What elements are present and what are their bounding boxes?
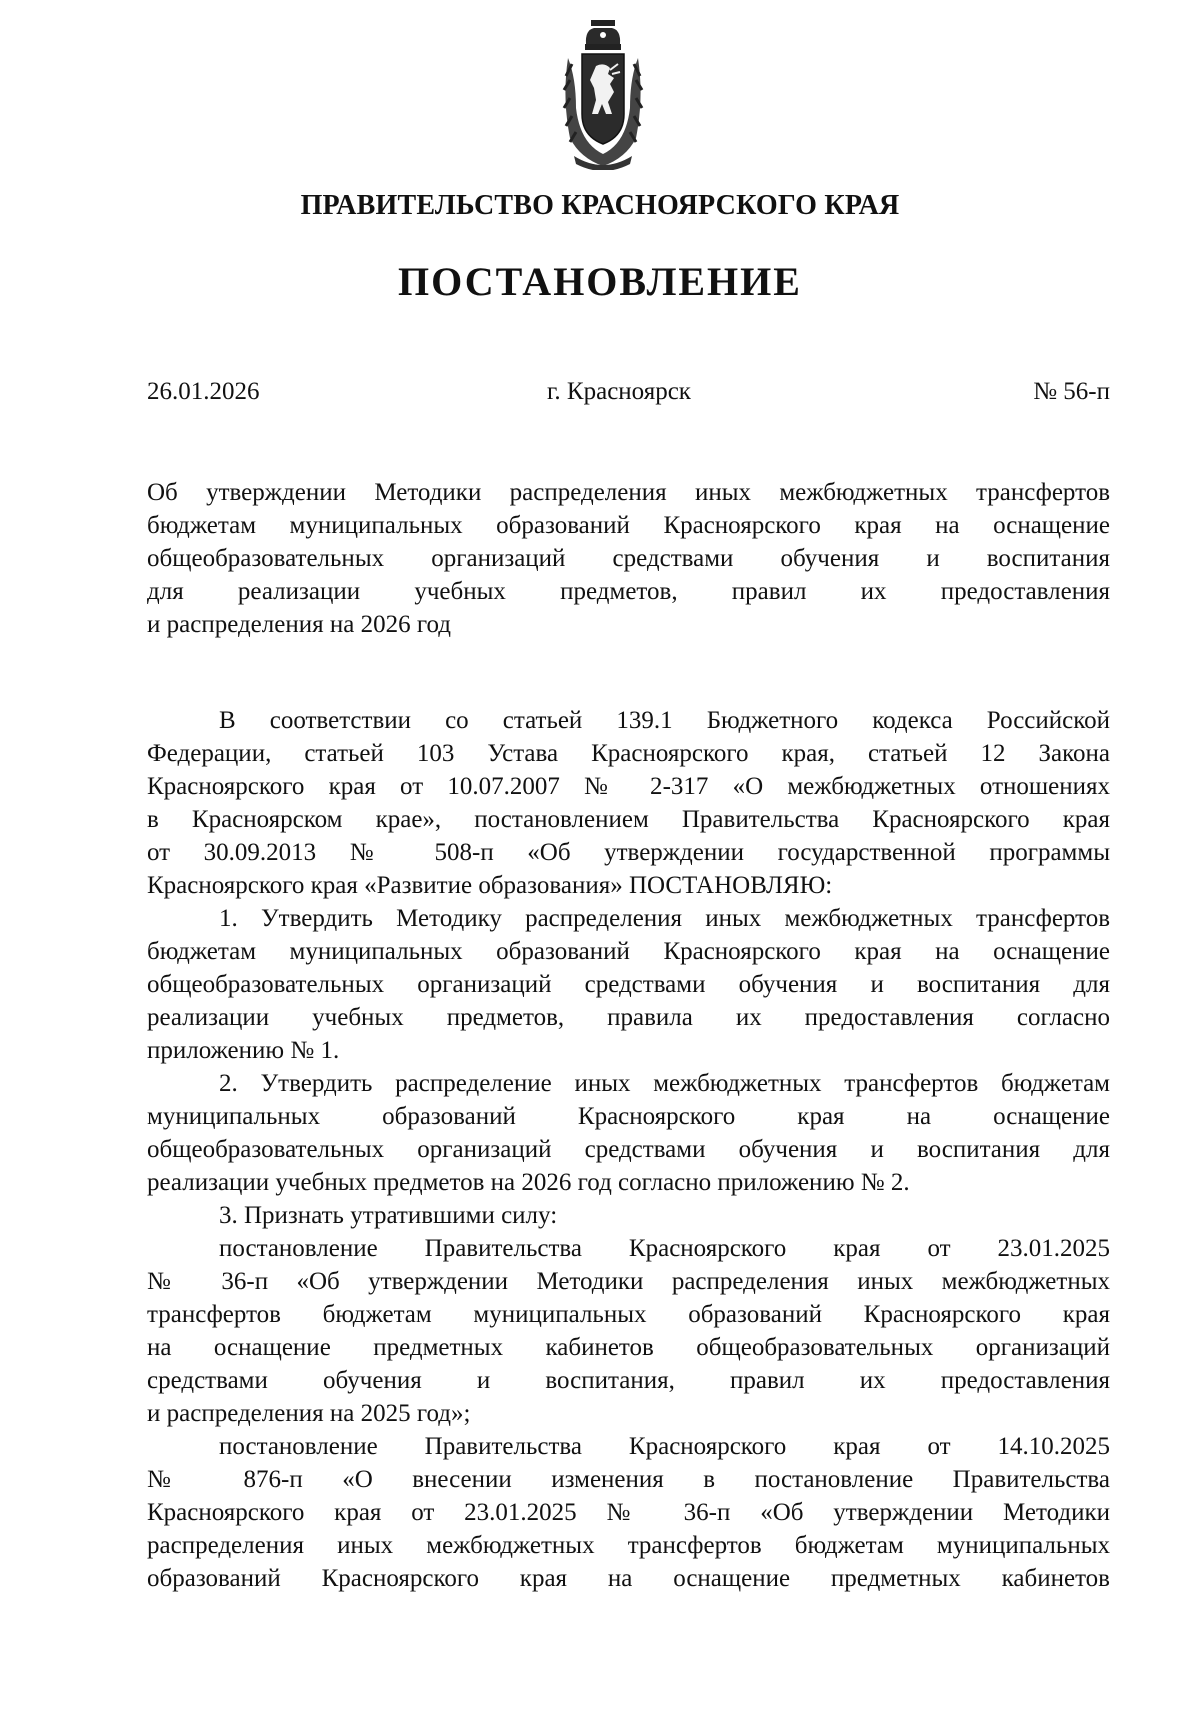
item-3-sub-1-line: постановление Правительства Красноярского края от 23.01.2025 xyxy=(219,1235,1110,1262)
item-1-line: бюджетам муниципальных образований Красноярского края на оснащение xyxy=(147,938,1110,965)
item-3-sub-1-line: средствами обучения и воспитания, правил их предоставления xyxy=(147,1367,1110,1394)
item-1-line: реализации учебных предметов, правила их предоставления согласно xyxy=(147,1004,1110,1031)
preamble-line: Красноярского края «Развитие образования» ПОСТАНОВЛЯЮ: xyxy=(147,872,833,899)
subject-line: общеобразовательных организаций средствами обучения и воспитания xyxy=(147,545,1110,572)
item-3-sub-1-line: № 36-п «Об утверждении Методики распределения иных межбюджетных xyxy=(147,1268,1110,1295)
subject-line: для реализации учебных предметов, правил их предоставления xyxy=(147,578,1110,605)
item-2-line: общеобразовательных организаций средствами обучения и воспитания для xyxy=(147,1136,1110,1163)
preamble-line: В соответствии со статьей 139.1 Бюджетного кодекса Российской xyxy=(219,707,1110,734)
item-3-heading: 3. Признать утратившими силу: xyxy=(219,1202,558,1229)
document-number: № 56-п xyxy=(1033,378,1110,405)
preamble-line: от 30.09.2013 № 508-п «Об утверждении государственной программы xyxy=(147,839,1110,866)
document-subject xyxy=(147,476,1110,641)
document-meta xyxy=(147,378,1110,410)
item-3-sub-1-line: на оснащение предметных кабинетов общеобразовательных организаций xyxy=(147,1334,1110,1361)
item-2-line: 2. Утвердить распределение иных межбюджетных трансфертов бюджетам xyxy=(219,1070,1110,1097)
preamble-line: Федерации, статьей 103 Устава Красноярского края, статьей 12 Закона xyxy=(147,740,1110,767)
item-1-line: приложению № 1. xyxy=(147,1037,340,1064)
item-3-sub-2-line: № 876-п «О внесении изменения в постановление Правительства xyxy=(147,1466,1110,1493)
document-date: 26.01.2026 xyxy=(147,378,260,405)
subject-line: Об утверждении Методики распределения иных межбюджетных трансфертов xyxy=(147,479,1110,506)
item-2-line: реализации учебных предметов на 2026 год согласно приложению № 2. xyxy=(147,1169,910,1196)
item-3-sub-2-line: распределения иных межбюджетных трансфертов бюджетам муниципальных xyxy=(147,1532,1110,1559)
government-title: ПРАВИТЕЛЬСТВО КРАСНОЯРСКОГО КРАЯ xyxy=(300,190,900,221)
item-1-line: общеобразовательных организаций средствами обучения и воспитания для xyxy=(147,971,1110,998)
item-3-sub-2-line: Красноярского края от 23.01.2025 № 36-п «Об утверждении Методики xyxy=(147,1499,1110,1526)
krasnoyarsk-coat-of-arms-icon xyxy=(560,18,646,170)
subject-line: и распределения на 2026 год xyxy=(147,611,451,638)
item-3-sub-1-line: и распределения на 2025 год»; xyxy=(147,1400,471,1427)
subject-line: бюджетам муниципальных образований Красноярского края на оснащение xyxy=(147,512,1110,539)
preamble-line: в Красноярском крае», постановлением Правительства Красноярского края xyxy=(147,806,1110,833)
document-body xyxy=(147,704,1110,1595)
document-city: г. Красноярск xyxy=(547,378,691,405)
item-3-sub-2-line: постановление Правительства Красноярского края от 14.10.2025 xyxy=(219,1433,1110,1460)
item-3-sub-2-line: образований Красноярского края на оснащение предметных кабинетов xyxy=(147,1565,1110,1592)
item-1-line: 1. Утвердить Методику распределения иных межбюджетных трансфертов xyxy=(219,905,1110,932)
item-3-sub-1-line: трансфертов бюджетам муниципальных образований Красноярского края xyxy=(147,1301,1110,1328)
document-type-title: ПОСТАНОВЛЕНИЕ xyxy=(398,259,802,304)
item-2-line: муниципальных образований Красноярского края на оснащение xyxy=(147,1103,1110,1130)
preamble-line: Красноярского края от 10.07.2007 № 2-317 «О межбюджетных отношениях xyxy=(147,773,1110,800)
